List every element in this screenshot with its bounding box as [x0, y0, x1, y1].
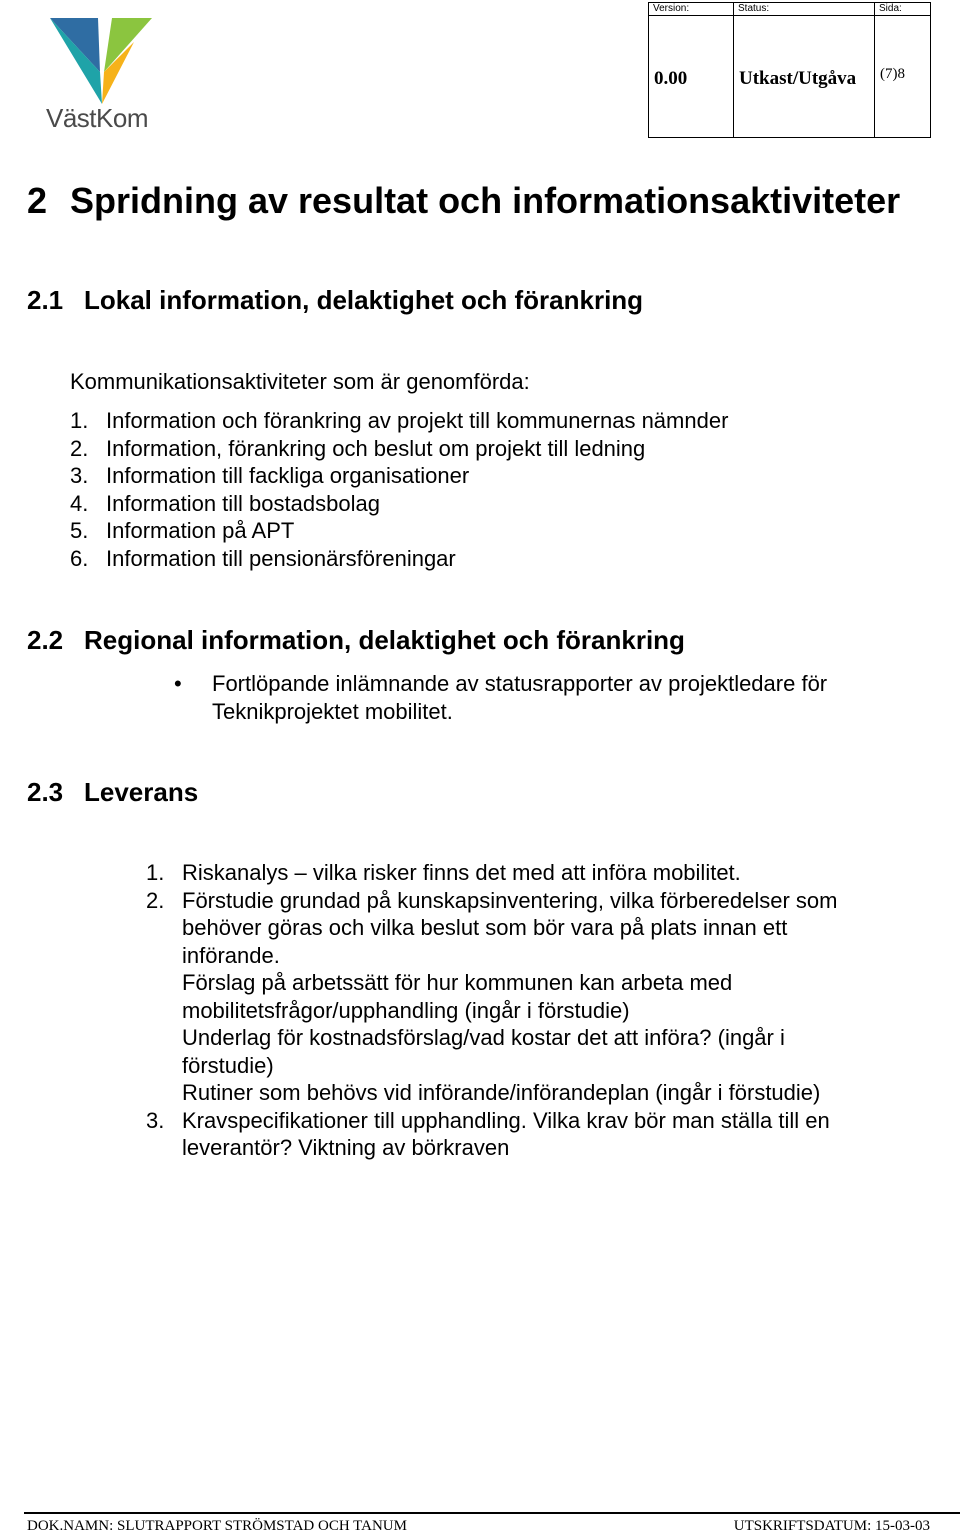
deliverables-list — [146, 859, 936, 1162]
logo-wordmark: VästKom — [46, 103, 148, 133]
list-text-line: införande. — [182, 942, 280, 968]
list-text: Information till bostadsbolag — [106, 490, 380, 516]
list-item — [146, 859, 936, 887]
list-text-line: mobilitetsfrågor/upphandling (ingår i förstudie) — [182, 997, 630, 1023]
list-text-line: Kravspecifikationer till upphandling. Vilka krav bör man ställa till en — [182, 1107, 830, 1133]
footer-print-date: UTSKRIFTSDATUM: 15-03-03 — [733, 1518, 930, 1534]
list-number: 3. — [70, 463, 89, 488]
list-text: Information på APT — [106, 518, 295, 543]
list-item — [146, 887, 936, 1107]
list-item — [70, 545, 870, 573]
list-number: 3. — [146, 1107, 165, 1133]
list-number: 1. — [70, 408, 89, 433]
version-value: 0.00 — [654, 68, 688, 89]
list-item — [172, 670, 892, 725]
page-label: Sida: — [875, 3, 931, 16]
list-text-line: Underlag för kostnadsförslag/vad kostar det att införa? (ingår i — [182, 1025, 785, 1050]
section-2-2-heading — [27, 625, 685, 656]
footer-doc-name: DOK.NAMN: SLUTRAPPORT STRÖMSTAD OCH TANUM — [27, 1518, 407, 1534]
section-title: Lokal information, delaktighet och förankring — [84, 285, 644, 315]
bullet-icon: • — [174, 671, 182, 696]
list-text-line: leverantör? Viktning av börkraven — [182, 1135, 510, 1160]
section-2-heading — [27, 180, 900, 222]
list-text-line: Rutiner som behövs vid införande/införandeplan (ingår i förstudie) — [182, 1080, 821, 1105]
page-cell — [875, 16, 931, 138]
page-value: (7)8 — [880, 66, 905, 82]
list-number: 4. — [70, 490, 89, 516]
list-number: 1. — [146, 860, 165, 885]
list-item — [70, 490, 870, 518]
list-item — [146, 1107, 936, 1162]
section-number: 2.1 — [27, 285, 64, 315]
list-number: 5. — [70, 518, 89, 543]
status-cell — [734, 16, 875, 138]
bullet-text: Fortlöpande inlämnande av statusrapporter av projektledare för Teknikprojektet mobilitet. — [212, 671, 828, 724]
section-2-1-heading — [27, 285, 643, 316]
version-cell — [649, 16, 734, 138]
list-text-line: förstudie) — [182, 1052, 274, 1078]
list-number: 2. — [70, 435, 89, 461]
list-item — [70, 462, 870, 490]
section-number: 2.2 — [27, 625, 64, 655]
list-number: 6. — [70, 545, 89, 571]
status-value: Utkast/Utgåva — [739, 68, 857, 89]
list-text: Information och förankring av projekt till kommunernas nämnder — [106, 408, 729, 433]
list-text-line: Förstudie grundad på kunskapsinventering, vilka förberedelser som — [182, 887, 838, 913]
list-text-line: Förslag på arbetssätt för hur kommunen kan arbeta med — [182, 970, 733, 995]
section-number: 2 — [27, 180, 48, 221]
list-number: 2. — [146, 887, 165, 913]
list-text-line: behöver göras och vilka beslut som bör vara på plats innan ett — [182, 915, 788, 940]
intro-text: Kommunikationsaktiviteter som är genomförda: — [70, 369, 530, 394]
list-item — [70, 435, 870, 463]
section-number: 2.3 — [27, 777, 64, 807]
list-text: Information till fackliga organisationer — [106, 463, 470, 488]
document-meta-table — [648, 2, 931, 138]
list-text-line: Riskanalys – vilka risker finns det med att införa mobilitet. — [182, 860, 741, 885]
version-label: Version: — [649, 3, 734, 16]
list-text: Information till pensionärsföreningar — [106, 545, 456, 571]
status-label: Status: — [734, 3, 875, 16]
regional-bullet-list — [172, 670, 892, 725]
section-title: Spridning av resultat och informationsaktiviteter — [70, 180, 901, 221]
list-text: Information, förankring och beslut om projekt till ledning — [106, 435, 646, 461]
list-item — [70, 517, 870, 545]
list-item — [70, 407, 870, 435]
section-title: Leverans — [84, 777, 199, 807]
communication-activities-list — [70, 407, 870, 572]
footer-divider — [24, 1512, 960, 1514]
section-2-3-heading — [27, 777, 198, 808]
section-title: Regional information, delaktighet och förankring — [84, 625, 685, 655]
